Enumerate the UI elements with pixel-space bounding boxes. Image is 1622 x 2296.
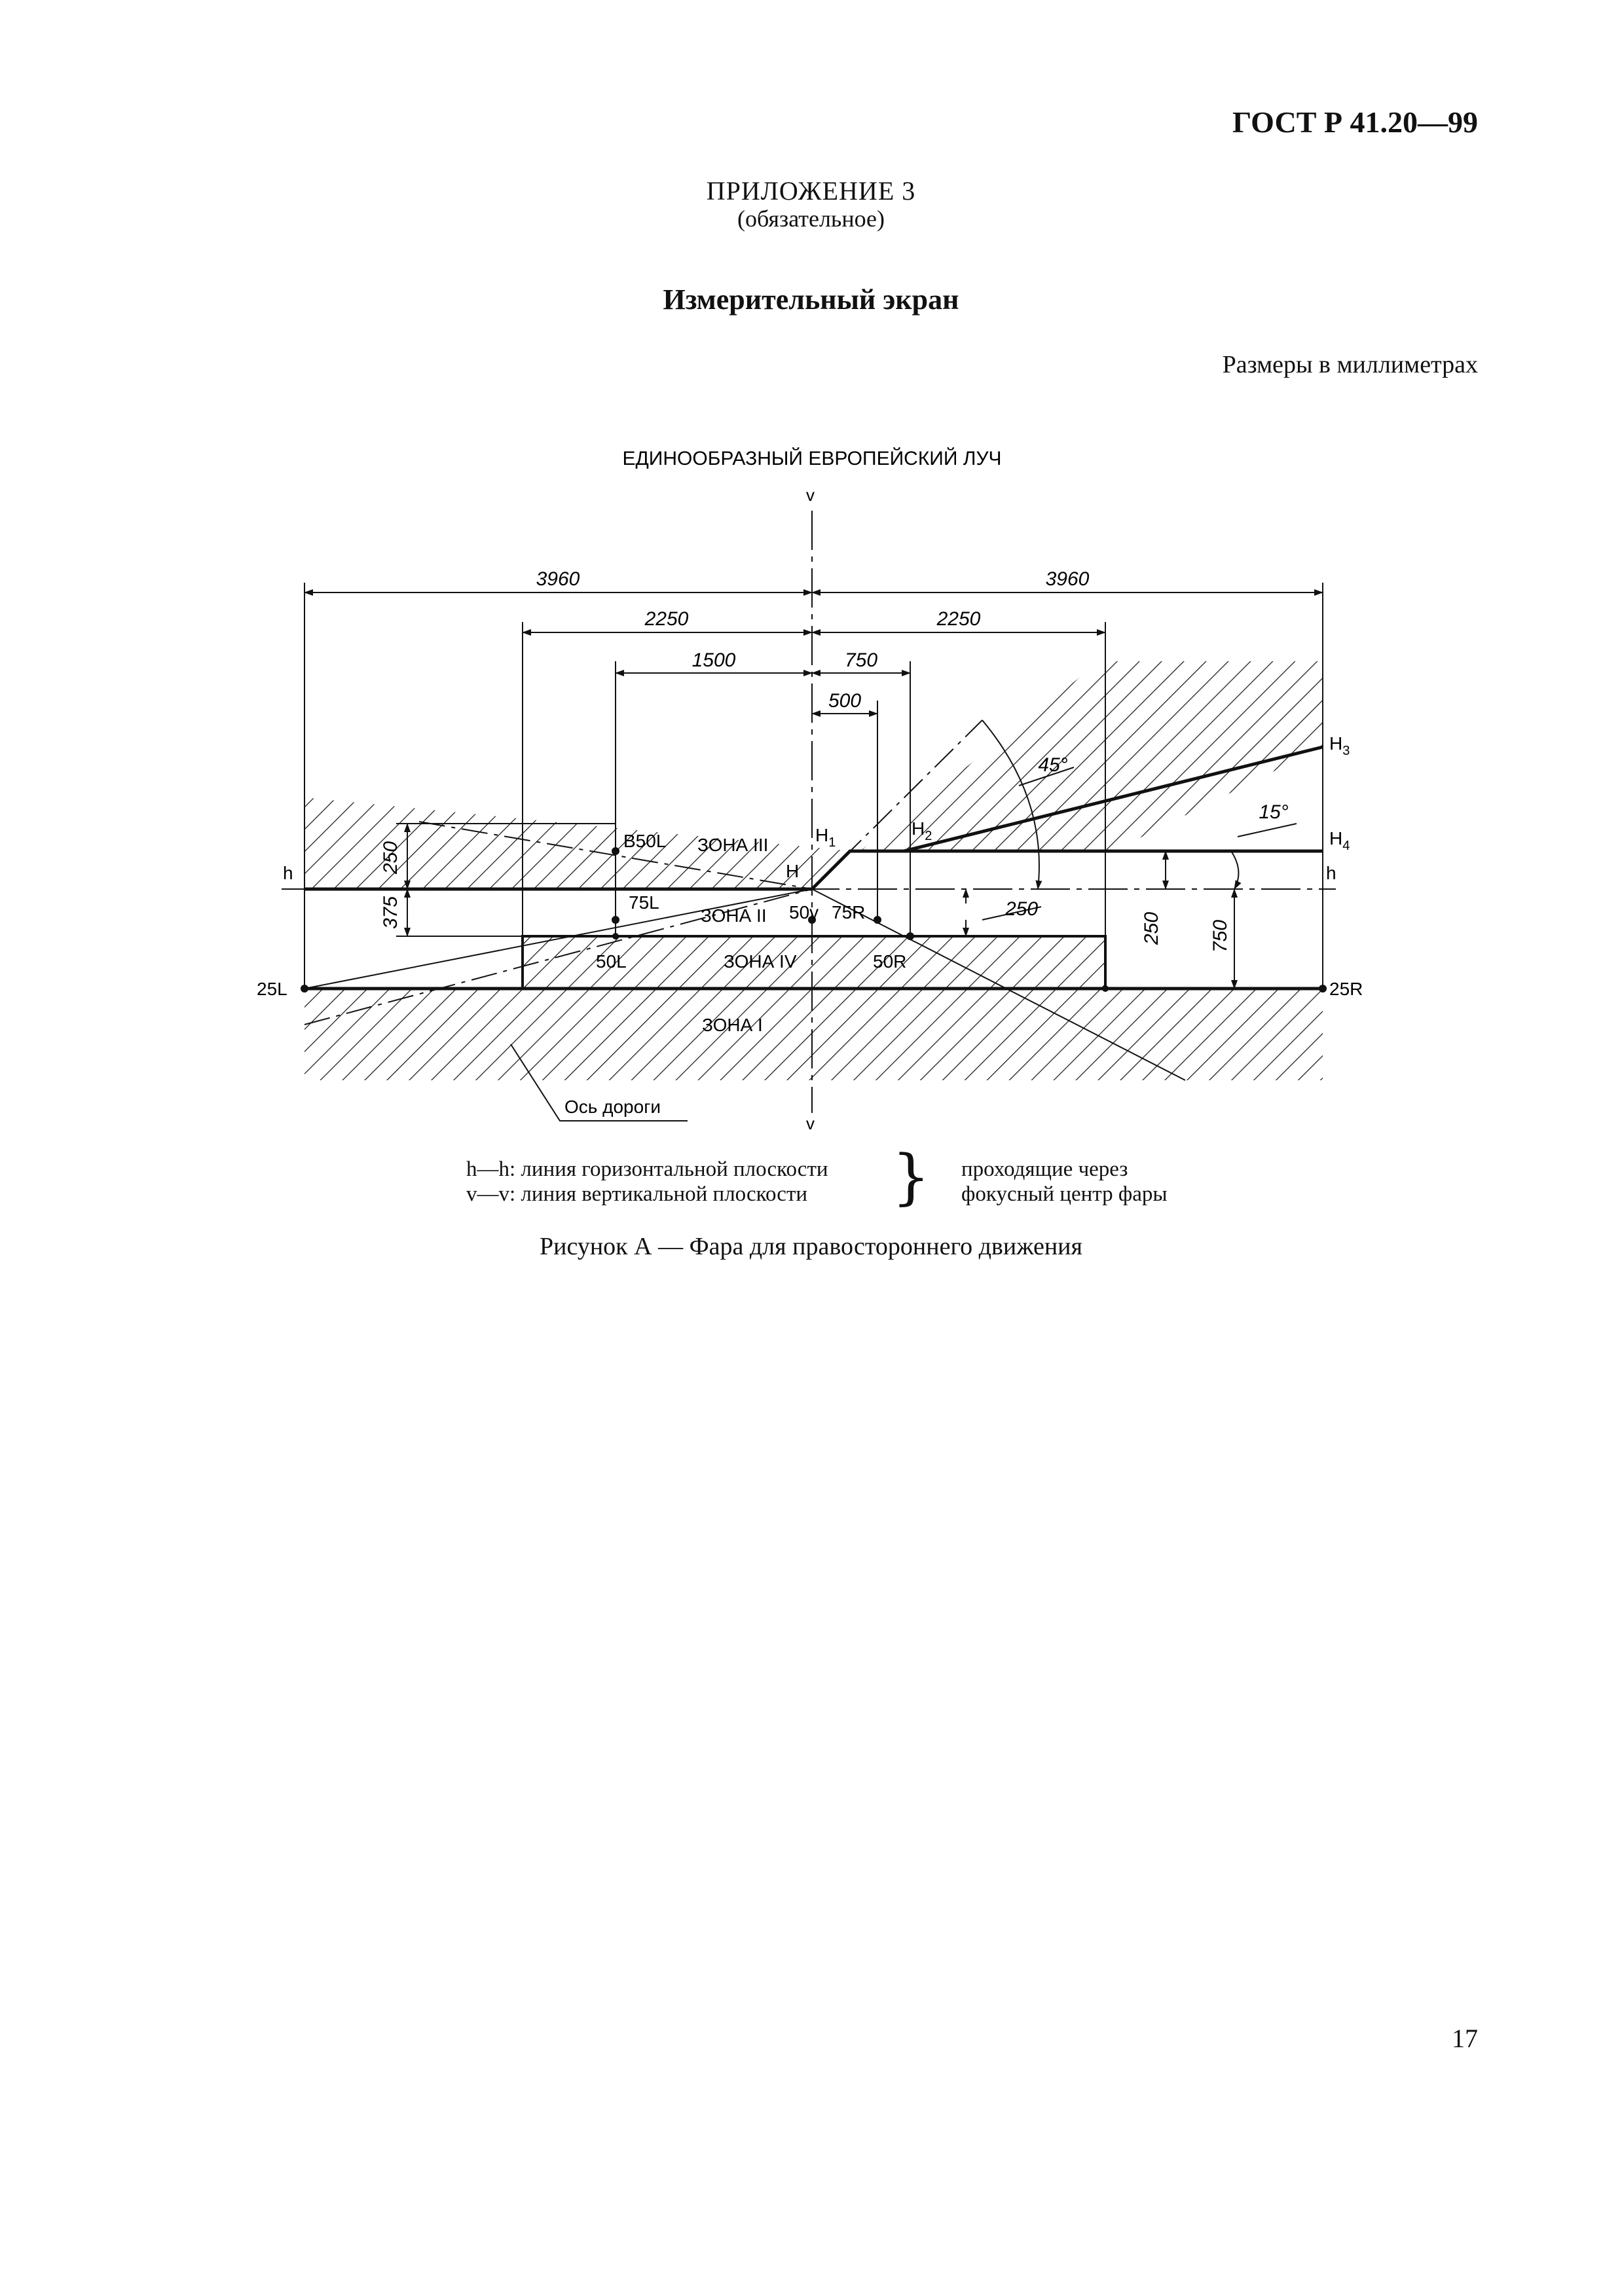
point-b50l: B50L (623, 831, 667, 851)
point-h: H (786, 861, 800, 881)
road-axis-label: Ось дороги (564, 1097, 661, 1117)
hatched-regions (304, 661, 1323, 1080)
legend-h-line: h—h: линия горизонтальной плоскости (466, 1157, 828, 1181)
zone-iv-label: ЗОНА IV (724, 951, 797, 972)
zone-i-label: ЗОНА I (702, 1015, 763, 1035)
dim-label-250-right: 250 (1141, 911, 1162, 945)
point-75l: 75L (629, 892, 659, 913)
dimensions-note: Размеры в миллиметрах (1222, 351, 1478, 378)
point-h2: $H_2$ (912, 818, 932, 843)
dim-label-500: 500 (828, 690, 862, 712)
dim-label-3960-left: 3960 (536, 568, 580, 590)
dim-label-1500: 1500 (691, 649, 736, 671)
point-h4: $H_4$ (1329, 828, 1350, 853)
point-50l: 50L (596, 951, 627, 972)
legend-brace: } (892, 1142, 931, 1212)
point-50r: 50R (873, 951, 907, 972)
section-title: Измерительный экран (663, 283, 959, 316)
appendix-note: (обязательное) (737, 206, 885, 232)
dim-label-750: 750 (844, 649, 878, 671)
figure-caption: Рисунок А — Фара для правостороннего движения (540, 1233, 1082, 1260)
point-h3: $H_3$ (1329, 733, 1350, 758)
dim-label-250-left: 250 (380, 841, 401, 875)
h-axis-label-right: h (1326, 863, 1336, 883)
appendix-title: ПРИЛОЖЕНИЕ 3 (706, 176, 916, 206)
dim-label-3960-right: 3960 (1045, 568, 1090, 590)
v-axis-label-bottom: v (806, 1114, 815, 1133)
cut-off-line-h1-h4 (812, 851, 1323, 889)
angle-label-15: 15° (1259, 801, 1289, 823)
angle-label-45: 45° (1038, 754, 1068, 776)
dim-label-250-mid: 250 (1005, 898, 1039, 920)
legend-focal-center: фокусный центр фары (961, 1182, 1168, 1206)
legend-v-line: v—v: линия вертикальной плоскости (466, 1182, 808, 1206)
point-25r: 25R (1329, 979, 1363, 999)
dim-label-375: 375 (380, 896, 401, 930)
point-50v: 50v (789, 902, 819, 922)
angle-arc-15 (1231, 851, 1238, 889)
legend-passing-through: проходящие через (961, 1157, 1128, 1181)
v-axis-label-top: v (806, 485, 815, 505)
dim-label-2250-left: 2250 (644, 608, 689, 630)
point-75r: 75R (832, 902, 866, 922)
zone-i-hatch (304, 989, 1323, 1080)
point-h1: $H_1$ (815, 825, 836, 850)
h-axis-label-left: h (283, 863, 293, 883)
dim-label-750-right: 750 (1209, 919, 1231, 953)
beam-title: ЕДИНООБРАЗНЫЙ ЕВРОПЕЙСКИЙ ЛУЧ (622, 448, 1002, 469)
zone-iii-label: ЗОНА III (697, 835, 769, 855)
zone-ii-label: ЗОНА II (701, 905, 767, 926)
document-code: ГОСТ Р 41.20—99 (1232, 105, 1478, 139)
page-number: 17 (1452, 2024, 1478, 2053)
dim-label-2250-right: 2250 (936, 608, 981, 630)
point-25l: 25L (257, 979, 287, 999)
